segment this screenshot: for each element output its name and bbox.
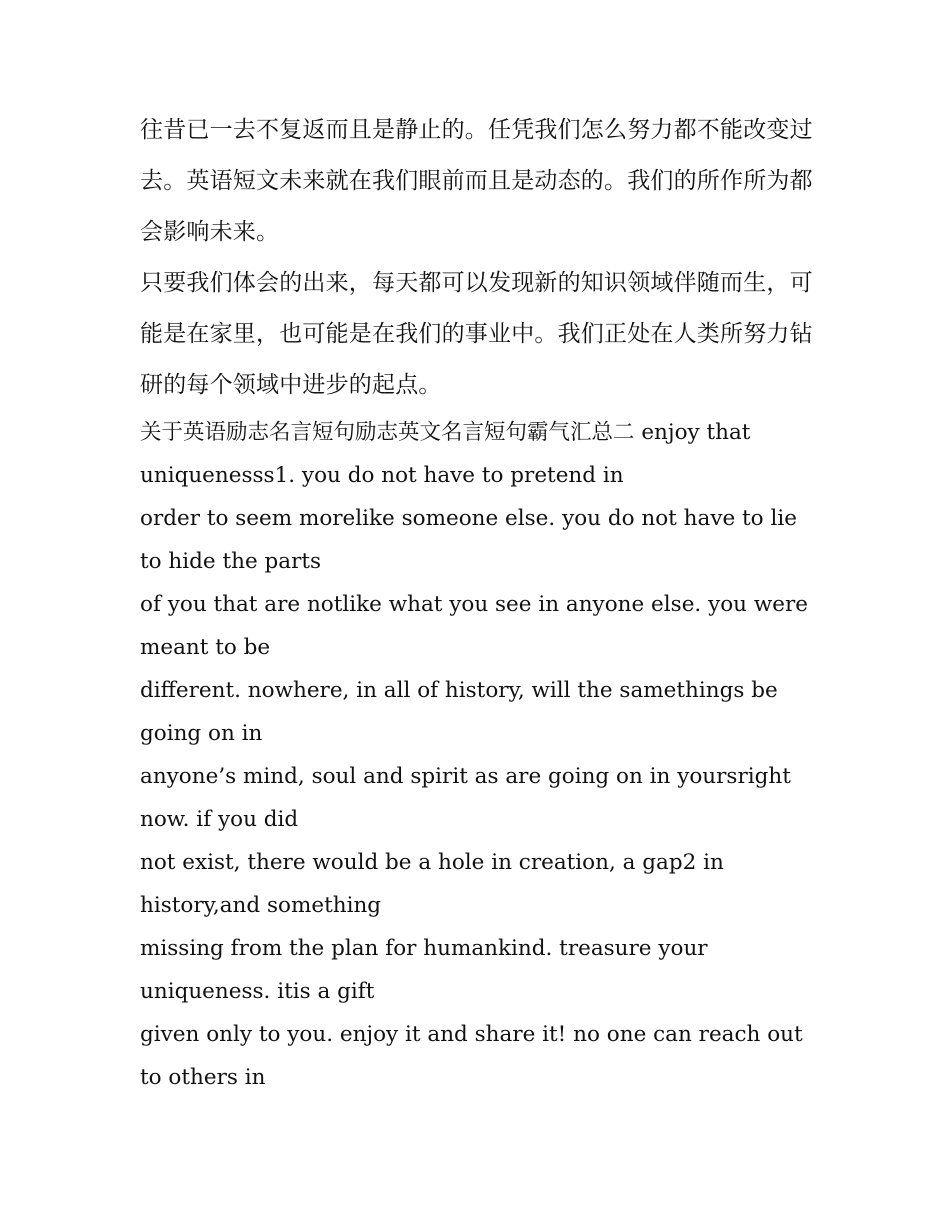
- paragraph-cn-1: 往昔已一去不复返而且是静止的。任凭我们怎么努力都不能改变过去。英语短文未来就在我们眼前而且是动态的。我们的所作所为都会影响未来。: [140, 117, 813, 245]
- paragraph-en-3: different. nowhere, in all of history, will the samethings be going on in: [140, 678, 778, 746]
- paragraph-en-5: not exist, there would be a hole in creation, a gap2 in history,and something: [140, 850, 724, 918]
- paragraph-en-1: order to seem morelike someone else. you do not have to lie to hide the parts: [140, 506, 797, 574]
- paragraph-en-4: anyone’s mind, soul and spirit as are going on in yoursright now. if you did: [140, 764, 791, 832]
- paragraph-heading-mixed: 关于英语励志名言短句励志英文名言短句霸气汇总二 enjoy that uniquenesss1. you do not have to pretend in: [140, 420, 751, 488]
- paragraph-en-6: missing from the plan for humankind. treasure your uniqueness. itis a gift: [140, 936, 708, 1004]
- paragraph-cn-2: 只要我们体会的出来，每天都可以发现新的知识领域伴随而生，可能是在家里，也可能是在我们的事业中。我们正处在人类所努力钻研的每个领域中进步的起点。: [140, 270, 813, 398]
- document-body: [140, 105, 820, 1099]
- paragraph-en-2: of you that are notlike what you see in anyone else. you were meant to be: [140, 592, 808, 660]
- paragraph-en-7: given only to you. enjoy it and share it! no one can reach out to others in: [140, 1022, 803, 1090]
